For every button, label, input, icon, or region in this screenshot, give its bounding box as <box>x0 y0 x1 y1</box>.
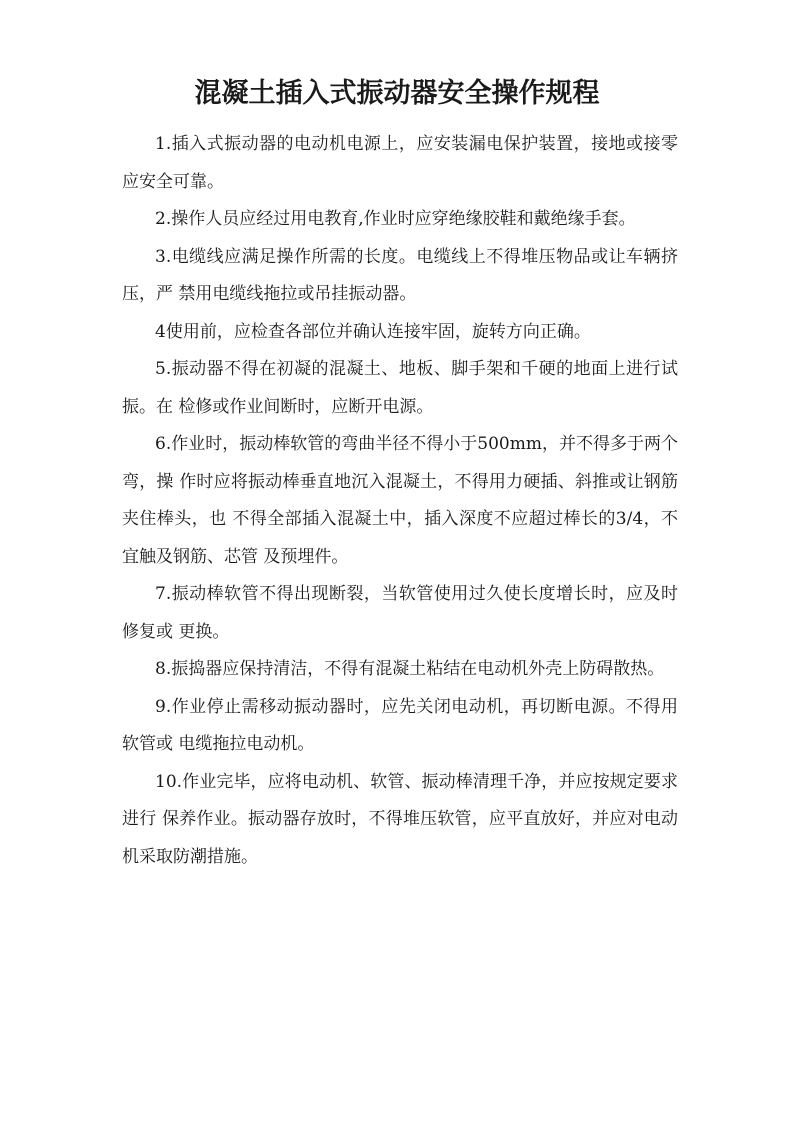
paragraph-6: 6.作业时，振动棒软管的弯曲半径不得小于500mm，并不得多于两个弯，操 作时应将振动棒垂直地沉入混凝土，不得用力硬插、斜推或让钢筋夹住棒头，也 不得全部插入混凝土中，插入深度不应超过棒长的3/4，不宜触及钢筋、芯管 及预埋件。 <box>122 434 678 567</box>
paragraph-8: 8.振捣器应保持清洁，不得有混凝土粘结在电动机外壳上防碍散热。 <box>155 659 665 679</box>
paragraph-1: 1.插入式振动器的电动机电源上，应安装漏电保护装置，接地或接零应安全可靠。 <box>122 134 678 192</box>
paragraph-10: 10.作业完毕，应将电动机、软管、振动棒清理千净，并应按规定要求进行 保养作业。振动器存放时，不得堆压软管，应平直放好，并应对电动机采取防潮措施。 <box>122 771 678 867</box>
document-body <box>122 126 678 876</box>
paragraph-2: 2.操作人员应经过用电教育,作业时应穿绝缘胶鞋和戴绝缘手套。 <box>155 209 636 229</box>
paragraph-5: 5.振动器不得在初凝的混凝土、地板、脚手架和千硬的地面上进行试振。在 检修或作业间断时，应断开电源。 <box>122 359 678 417</box>
paragraph-3: 3.电缆线应满足操作所需的长度。电缆线上不得堆压物品或让车辆挤压，严 禁用电缆线拖拉或吊挂振动器。 <box>122 246 678 304</box>
paragraph-9: 9.作业停止需移动振动器时，应先关闭电动机，再切断电源。不得用软管或 电缆拖拉电动机。 <box>122 696 678 754</box>
paragraph-4: 4使用前，应检查各部位并确认连接牢固，旋转方向正确。 <box>155 321 591 342</box>
document-title: 混凝土插入式振动器安全操作规程 <box>194 78 600 109</box>
paragraph-7: 7.振动棒软管不得出现断裂，当软管使用过久使长度增长时，应及时修复或 更换。 <box>122 584 678 642</box>
